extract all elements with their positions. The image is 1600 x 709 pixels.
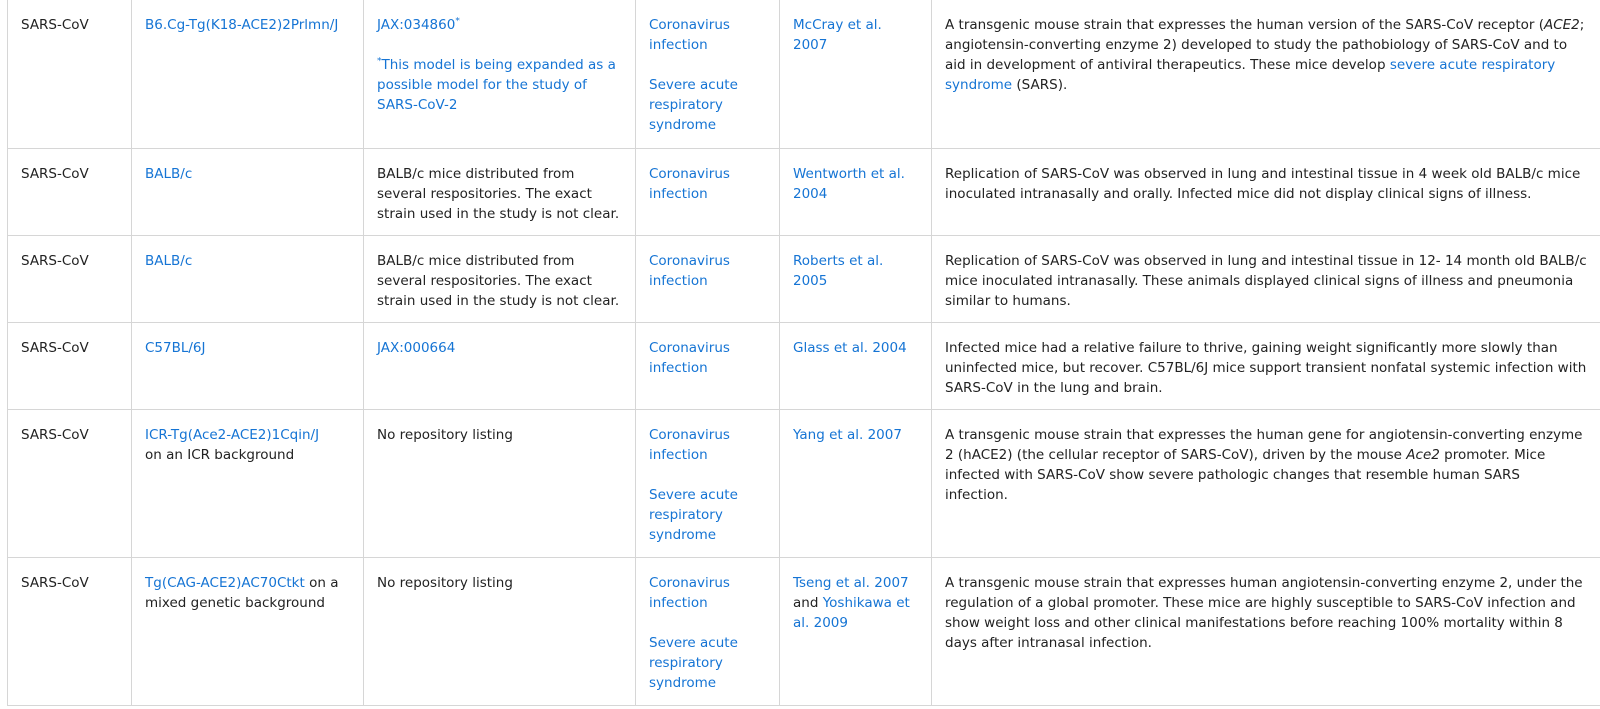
disease-link[interactable]: Severe acute respiratory syndrome bbox=[649, 635, 738, 691]
description-cell bbox=[932, 323, 1600, 410]
agent-text: SARS-CoV bbox=[21, 575, 89, 591]
disease-link[interactable]: Coronavirus infection bbox=[649, 340, 730, 376]
repository-text: BALB/c mice distributed from several respositories. The exact strain used in the study is not clear. bbox=[377, 253, 620, 309]
reference-link[interactable]: Wentworth et al. 2004 bbox=[793, 166, 905, 202]
description-cell bbox=[932, 410, 1600, 558]
agent-cell bbox=[8, 149, 132, 236]
strain-background: on a mixed genetic background bbox=[145, 575, 339, 611]
repository-id: JAX:034860 bbox=[377, 17, 456, 33]
repository-link[interactable] bbox=[377, 15, 622, 35]
disease-link[interactable]: Coronavirus infection bbox=[649, 166, 730, 202]
repository-note: This model is being expanded as a possible model for the study of SARS-CoV-2 bbox=[377, 57, 616, 113]
strain-cell bbox=[132, 149, 364, 236]
table-row bbox=[8, 558, 1600, 706]
repository-text: BALB/c mice distributed from several respositories. The exact strain used in the study is not clear. bbox=[377, 166, 620, 222]
reference-link[interactable]: McCray et al. 2007 bbox=[793, 17, 882, 53]
agent-cell bbox=[8, 0, 132, 149]
disease-cell bbox=[636, 558, 780, 706]
strain-link[interactable]: B6.Cg-Tg(K18-ACE2)2Prlmn/J bbox=[145, 17, 339, 33]
disease-cell bbox=[636, 410, 780, 558]
description-cell bbox=[932, 0, 1600, 149]
description-text: ; angiotensin-converting enzyme 2) developed to study the pathobiology of SARS-CoV and to aid in development of antiviral therapeutics. These mice develop bbox=[945, 17, 1585, 73]
strain-background: on an ICR background bbox=[145, 447, 295, 463]
agent-text: SARS-CoV bbox=[21, 340, 89, 356]
strain-link[interactable]: ICR-Tg(Ace2-ACE2)1Cqin/J bbox=[145, 427, 320, 443]
strain-cell bbox=[132, 236, 364, 323]
agent-text: SARS-CoV bbox=[21, 17, 89, 33]
disease-link[interactable]: Coronavirus infection bbox=[649, 427, 730, 463]
repository-text: No repository listing bbox=[377, 575, 513, 591]
reference-conjunction: and bbox=[793, 595, 823, 611]
table-row bbox=[8, 0, 1600, 149]
description-text: (SARS). bbox=[1012, 77, 1068, 93]
repository-note-link[interactable] bbox=[377, 55, 622, 115]
description-cell bbox=[932, 236, 1600, 323]
description-text: A transgenic mouse strain that expresses the human gene for angiotensin-converting enzyme 2 (hACE2) (the cellular receptor of SARS-CoV), driven by the mouse bbox=[945, 427, 1583, 463]
reference-link[interactable]: Tseng et al. 2007 bbox=[793, 575, 909, 591]
table-row bbox=[8, 323, 1600, 410]
description-text: Infected mice had a relative failure to thrive, gaining weight significantly more slowly than uninfected mice, but recover. C57BL/6J mice support transient nonfatal systemic infection with SARS-CoV in the lung and brain. bbox=[945, 340, 1587, 396]
description-text: A transgenic mouse strain that expresses the human version of the SARS-CoV receptor ( bbox=[945, 17, 1544, 33]
repository-cell bbox=[364, 558, 636, 706]
strain-cell bbox=[132, 323, 364, 410]
agent-cell bbox=[8, 558, 132, 706]
reference-link[interactable]: Yoshikawa et al. 2009 bbox=[793, 595, 910, 631]
reference-link[interactable]: Glass et al. 2004 bbox=[793, 340, 907, 356]
strain-link[interactable]: C57BL/6J bbox=[145, 340, 206, 356]
disease-cell bbox=[636, 149, 780, 236]
gene-name: Ace2 bbox=[1406, 447, 1440, 463]
disease-link[interactable]: Severe acute respiratory syndrome bbox=[649, 77, 738, 133]
disease-cell bbox=[636, 236, 780, 323]
agent-text: SARS-CoV bbox=[21, 253, 89, 269]
agent-cell bbox=[8, 410, 132, 558]
description-text: A transgenic mouse strain that expresses human angiotensin-converting enzyme 2, under the regulation of a global promoter. These mice are highly susceptible to SARS-CoV infection and show weight loss and other clinical manifestations before reaching 100% mortality within 8 days after intranasal infection. bbox=[945, 575, 1583, 651]
table-row bbox=[8, 236, 1600, 323]
agent-cell bbox=[8, 323, 132, 410]
disease-link[interactable]: Severe acute respiratory syndrome bbox=[649, 487, 738, 543]
description-text: Replication of SARS-CoV was observed in lung and intestinal tissue in 4 week old BALB/c mice inoculated intranasally and orally. Infected mice did not display clinical signs of illness. bbox=[945, 166, 1581, 202]
repository-link[interactable]: JAX:000664 bbox=[377, 340, 456, 356]
reference-cell bbox=[780, 236, 932, 323]
reference-cell bbox=[780, 558, 932, 706]
agent-cell bbox=[8, 236, 132, 323]
reference-cell bbox=[780, 410, 932, 558]
disease-link[interactable]: Coronavirus infection bbox=[649, 575, 730, 611]
agent-text: SARS-CoV bbox=[21, 427, 89, 443]
repository-cell bbox=[364, 323, 636, 410]
repository-text: No repository listing bbox=[377, 427, 513, 443]
strain-link[interactable]: Tg(CAG-ACE2)AC70Ctkt bbox=[145, 575, 305, 591]
reference-cell bbox=[780, 0, 932, 149]
description-text: promoter. Mice infected with SARS-CoV show severe pathologic changes that resemble human SARS infection. bbox=[945, 447, 1546, 503]
reference-cell bbox=[780, 149, 932, 236]
description-cell bbox=[932, 558, 1600, 706]
disease-model-table bbox=[7, 0, 1600, 706]
strain-cell bbox=[132, 0, 364, 149]
disease-inline-link[interactable]: severe acute respiratory syndrome bbox=[945, 57, 1556, 93]
table-row bbox=[8, 149, 1600, 236]
reference-link[interactable]: Yang et al. 2007 bbox=[793, 427, 902, 443]
description-text: Replication of SARS-CoV was observed in lung and intestinal tissue in 12- 14 month old BALB/c mice inoculated intranasally. These animals displayed clinical signs of illness and pneumonia similar to humans. bbox=[945, 253, 1587, 309]
repository-cell bbox=[364, 0, 636, 149]
disease-link[interactable]: Coronavirus infection bbox=[649, 253, 730, 289]
repository-cell bbox=[364, 149, 636, 236]
gene-name: ACE2 bbox=[1543, 17, 1580, 33]
strain-cell bbox=[132, 558, 364, 706]
disease-link[interactable]: Coronavirus infection bbox=[649, 17, 730, 53]
reference-cell bbox=[780, 323, 932, 410]
repository-cell bbox=[364, 410, 636, 558]
agent-text: SARS-CoV bbox=[21, 166, 89, 182]
footnote-marker: * bbox=[377, 56, 382, 67]
strain-cell bbox=[132, 410, 364, 558]
description-cell bbox=[932, 149, 1600, 236]
repository-cell bbox=[364, 236, 636, 323]
footnote-marker: * bbox=[455, 16, 460, 27]
disease-cell bbox=[636, 323, 780, 410]
table-row bbox=[8, 410, 1600, 558]
strain-link[interactable]: BALB/c bbox=[145, 166, 193, 182]
strain-link[interactable]: BALB/c bbox=[145, 253, 193, 269]
disease-cell bbox=[636, 0, 780, 149]
reference-link[interactable]: Roberts et al. 2005 bbox=[793, 253, 884, 289]
